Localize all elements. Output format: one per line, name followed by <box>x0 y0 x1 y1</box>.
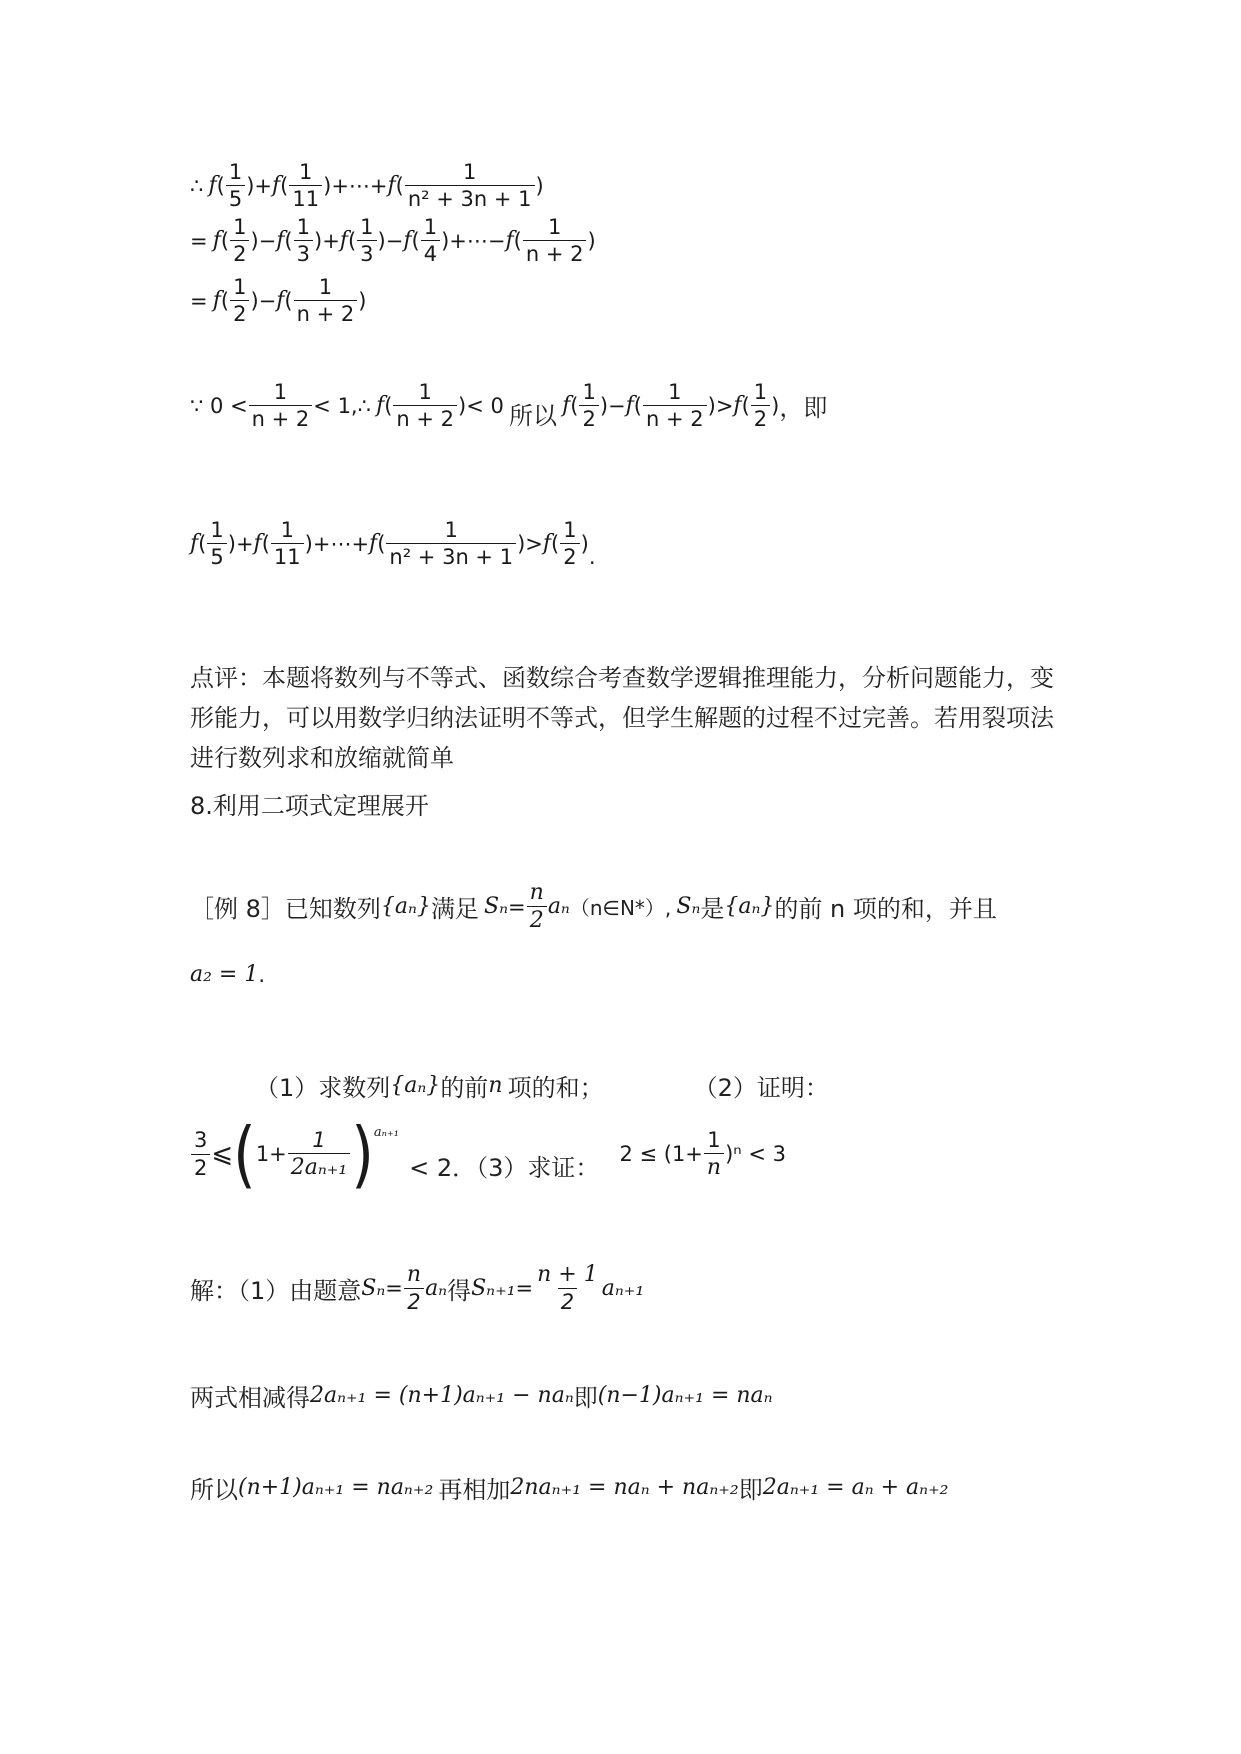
fraction-1-3: $\frac{1}{3}$ <box>294 215 313 266</box>
fraction-1-4: $\frac{1}{4}$ <box>421 215 440 266</box>
binomial-inequality: $\frac{3}{2}$ ⩽ ( 1+ $\frac{1}{\text{2aₙ₊₁}}$ ) aₙ₊₁ < 2．（3）求证： 2 ≤ (1+ $\frac{1}{n}$ )ⁿ < 3 <box>190 1125 786 1183</box>
inequality-line: ∵ 0 < $\frac{1}{n + 2}$ < 1,∴ f ( $\frac{1}{n + 2}$ ) < 0 所以 f ( $\frac{1}{2}$ ) − f ( $\frac{1}{n + 2}$ ) > f ( $\frac{1}{2}$ ) ，即 <box>190 380 828 432</box>
fraction-n-plus-1-2: $\frac{n + 1}{2}$ <box>537 1262 598 1315</box>
fraction-1-5: $\frac{1}{5}$ <box>207 518 226 569</box>
fraction-1-3b: $\frac{1}{3}$ <box>357 215 376 266</box>
derivation-line-2: = f ( $\frac{1}{2}$ ) − f ( $\frac{1}{3}$ ) + f ( $\frac{1}{3}$ ) − f ( $\frac{1}{4}$ ) +⋯− f ( $\frac{1}{n + 2}$ ) <box>190 215 596 267</box>
solution-line-2: 两式相减得 2aₙ₊₁ = (n+1)aₙ₊₁ − naₙ 即 (n−1)aₙ₊₁ = naₙ <box>190 1383 773 1412</box>
fraction-1-n: $\frac{1}{n}$ <box>704 1128 724 1180</box>
fraction-1-2: $\frac{1}{2}$ <box>230 215 249 266</box>
derivation-line-1: ∴ f ( $\frac{1}{5}$ ) + f ( $\frac{1}{11}$ ) +⋯+ f ( $\frac{1}{\text{n² + 3n + 1}}$ ) <box>190 160 544 212</box>
solution-line-3: 所以 (n+1)aₙ₊₁ = naₙ₊₂ 再相加 2naₙ₊₁ = naₙ + naₙ₊₂ 即 2aₙ₊₁ = aₙ + aₙ₊₂ <box>190 1475 949 1504</box>
fraction-1-2: $\frac{1}{2}$ <box>230 275 249 326</box>
fraction-1-2: $\frac{1}{2}$ <box>751 380 770 431</box>
fraction-1-2a: $\frac{1}{\text{2aₙ₊₁}}$ <box>288 1128 350 1180</box>
a2-condition: a₂ = 1 . <box>190 962 266 987</box>
fraction-1-quadratic: $\frac{1}{\text{n² + 3n + 1}}$ <box>405 160 535 211</box>
fraction-1-11: $\frac{1}{11}$ <box>271 518 304 569</box>
fraction-1-quadratic: $\frac{1}{\text{n² + 3n + 1}}$ <box>386 518 516 569</box>
task-line: （1）求数列 {aₙ} 的前 n 项的和； （2）证明： <box>255 1073 829 1102</box>
solution-line-1: 解：（1）由题意 Sₙ = $\frac{n}{2}$ aₙ 得 Sₙ₊₁ = $\frac{n + 1}{2}$ aₙ₊₁ <box>190 1262 645 1315</box>
fraction-n-2: $\frac{n}{2}$ <box>404 1262 424 1314</box>
fraction-1-n-plus-2: $\frac{1}{n + 2}$ <box>249 380 313 431</box>
fraction-3-2: $\frac{3}{2}$ <box>191 1128 210 1179</box>
example-8-line: ［例 8］已知数列 {aₙ} 满足 Sₙ = $\frac{n}{2}$ aₙ （n∈N*）, Sₙ 是 {aₙ} 的前 n 项的和，并且 <box>190 880 997 934</box>
fraction-1-5: $\frac{1}{5}$ <box>226 160 245 211</box>
conclusion-line: f ( $\frac{1}{5}$ ) + f ( $\frac{1}{11}$ ) +⋯+ f ( $\frac{1}{\text{n² + 3n + 1}}$ ) > f ( $\frac{1}{2}$ ) . <box>190 518 596 570</box>
fraction-1-n-plus-2: $\frac{1}{n + 2}$ <box>523 215 587 266</box>
fraction-1-2: $\frac{1}{2}$ <box>560 518 579 569</box>
derivation-line-3: = f ( $\frac{1}{2}$ ) − f ( $\frac{1}{n + 2}$ ) <box>190 275 367 327</box>
fraction-1-n-plus-2: $\frac{1}{n + 2}$ <box>643 380 707 431</box>
right-paren: ) <box>351 1111 374 1197</box>
comment-paragraph: 点评：本题将数列与不等式、函数综合考查数学逻辑推理能力，分析问题能力，变形能力，可以用数学归纳法证明不等式，但学生解题的过程不过完善。若用裂项法进行数列求和放缩就简单 <box>190 664 1054 772</box>
therefore-symbol: ∴ <box>190 173 204 198</box>
fraction-1-11: $\frac{1}{11}$ <box>289 160 322 211</box>
fraction-n-2: $\frac{n}{2}$ <box>527 880 547 934</box>
fraction-1-2: $\frac{1}{2}$ <box>579 380 598 431</box>
left-paren: ( <box>233 1111 256 1197</box>
section-heading: 8.利用二项式定理展开 <box>190 792 429 820</box>
fraction-1-n-plus-2: $\frac{1}{n + 2}$ <box>294 275 358 326</box>
fraction-1-n-plus-2: $\frac{1}{n + 2}$ <box>393 380 457 431</box>
func-f: f <box>208 173 217 199</box>
